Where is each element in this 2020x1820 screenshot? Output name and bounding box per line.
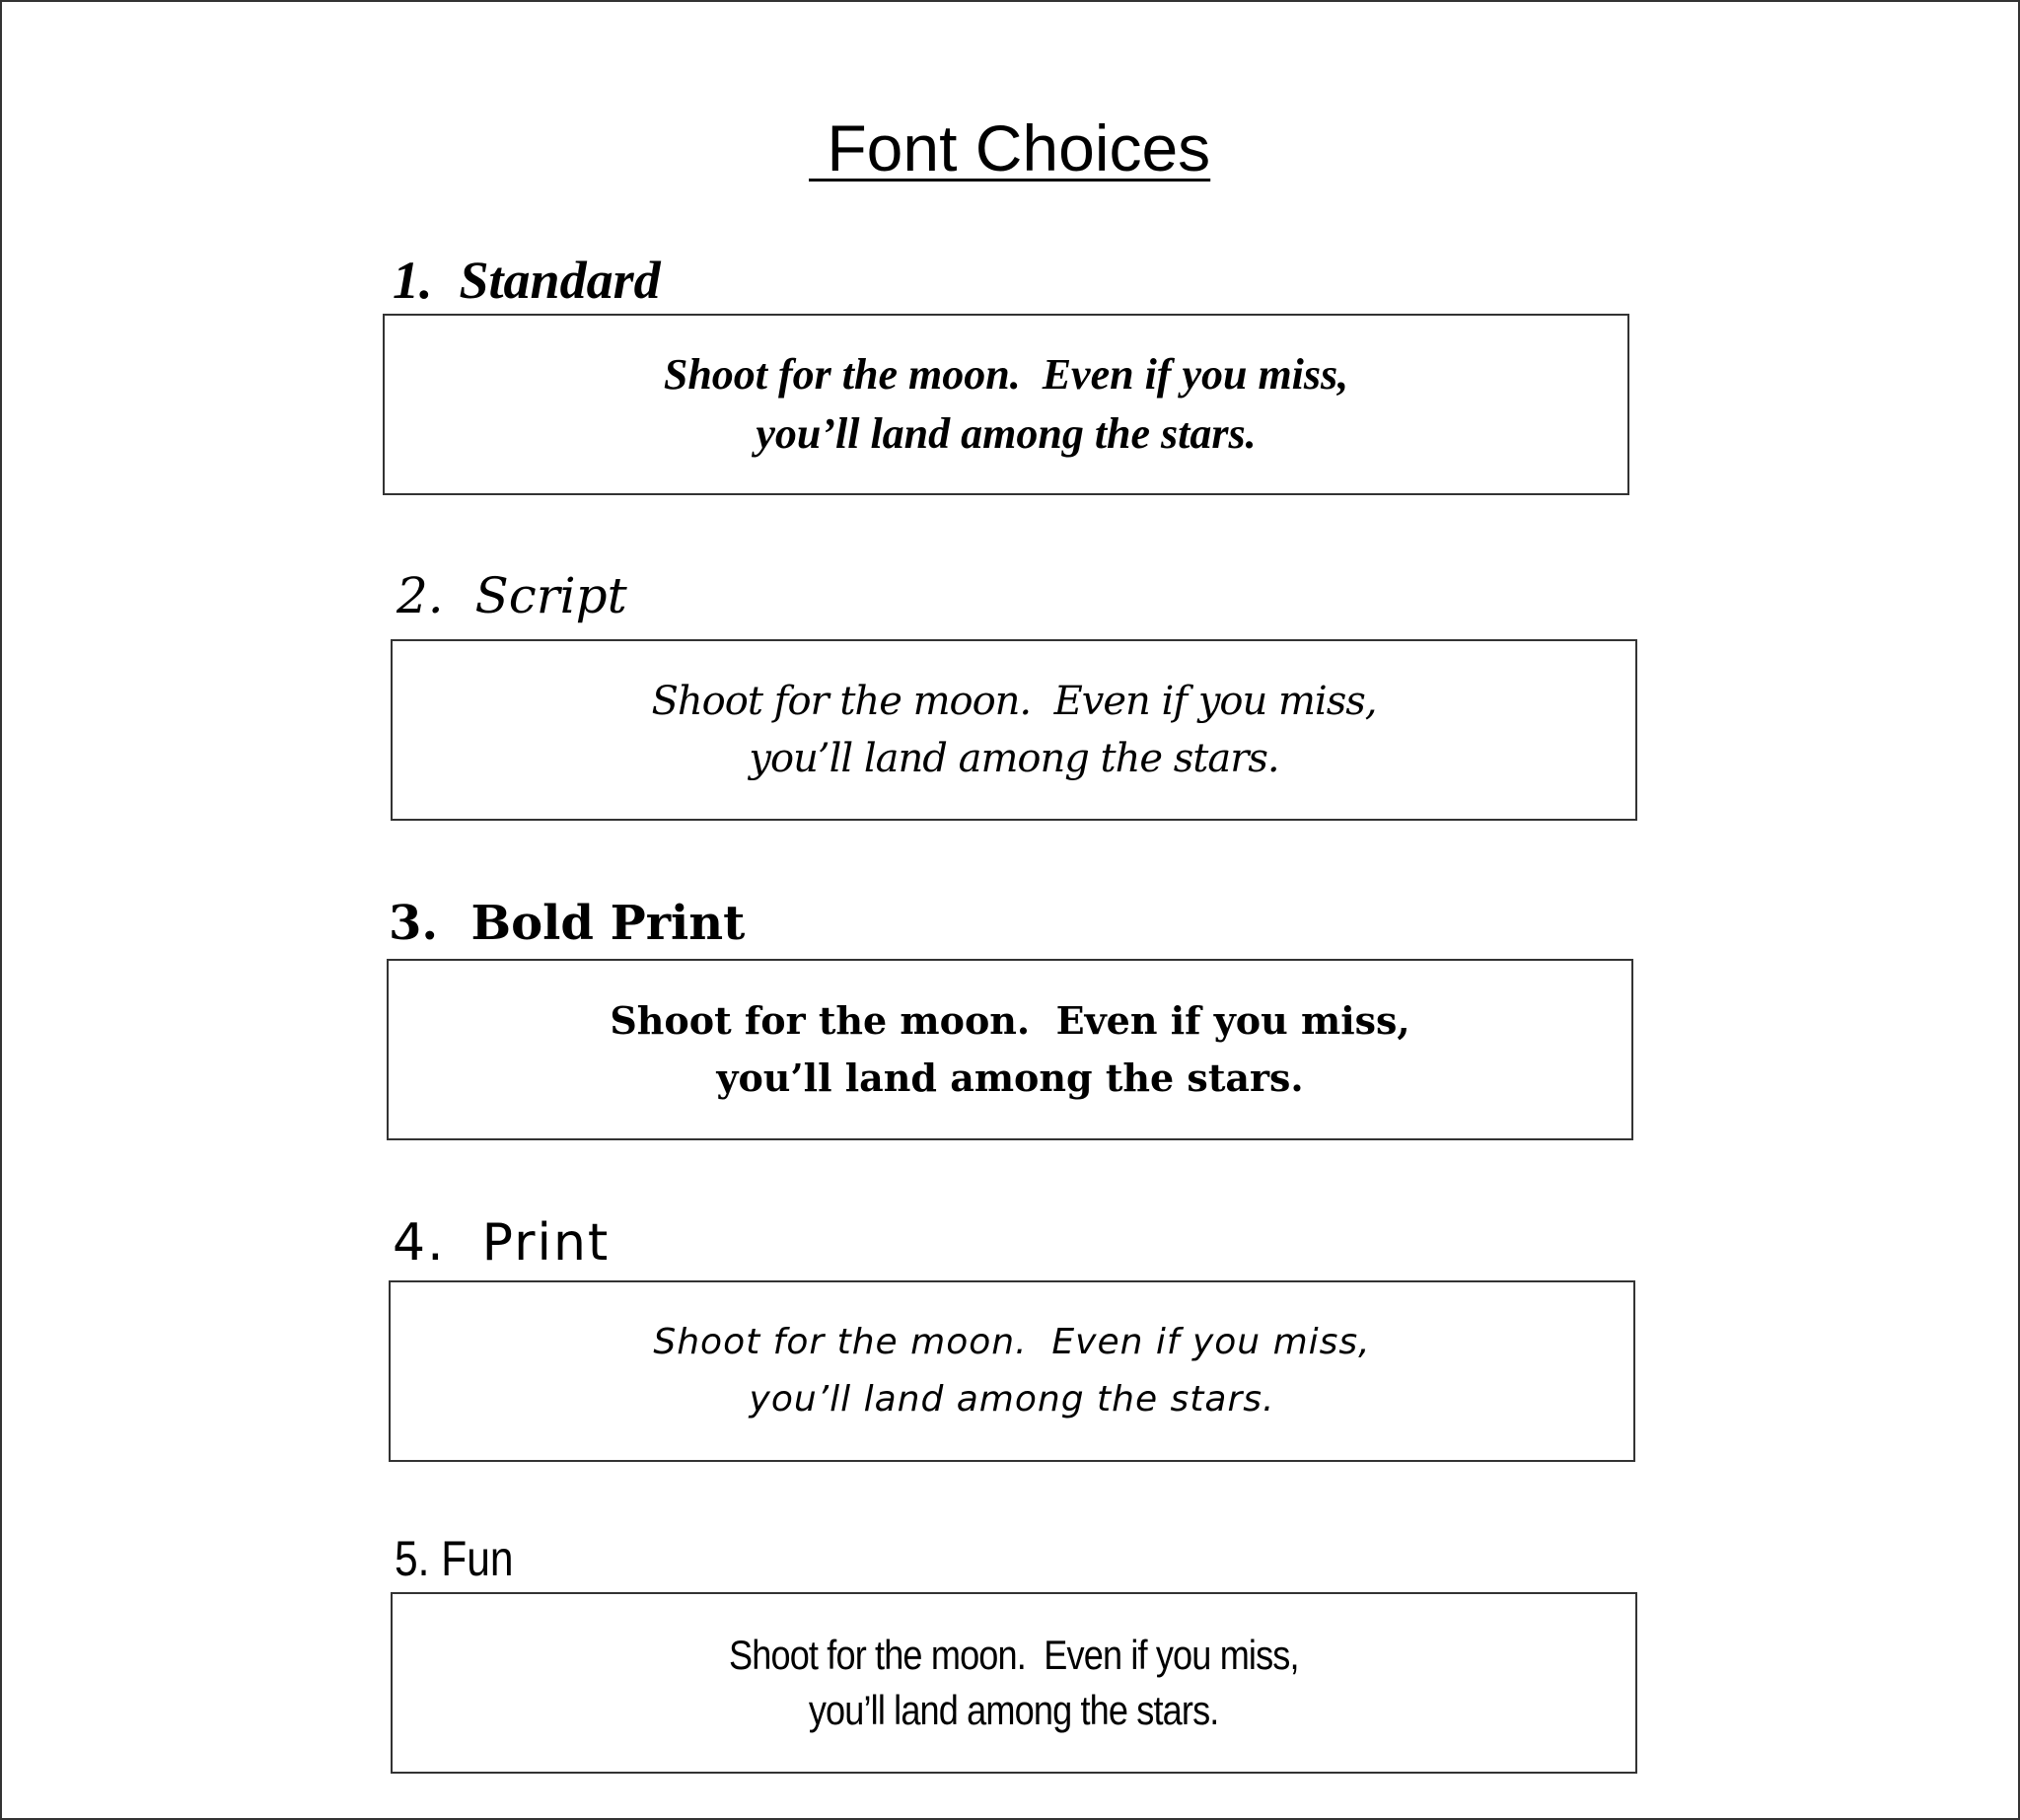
font-sample-box-fun [391, 1592, 1637, 1774]
section-heading-print: 4. Print [393, 1213, 611, 1273]
page-title: Font Choices [809, 111, 1211, 184]
sample-line: you’ll land among the stars. [749, 1379, 1275, 1420]
section-heading-standard: 1. Standard [393, 251, 661, 310]
sample-line: you’ll land among the stars. [749, 736, 1279, 781]
font-sample-box-bold-print [387, 959, 1633, 1140]
section-heading-script: 2. Script [397, 567, 627, 624]
sample-line: Shoot for the moon. Even if you miss, [653, 1322, 1371, 1362]
sample-line: Shoot for the moon. Even if you miss, [610, 998, 1410, 1043]
sample-line: Shoot for the moon. Even if you miss, [651, 679, 1377, 724]
sample-line: Shoot for the moon. Even if you miss, [729, 1632, 1299, 1678]
font-sample-box-standard [383, 314, 1629, 495]
section-heading-bold-print: 3. Bold Print [389, 896, 746, 951]
font-sample-box-print [389, 1280, 1635, 1462]
section-heading-fun: 5. Fun [395, 1531, 514, 1586]
font-sample-box-script [391, 639, 1637, 821]
sample-line: Shoot for the moon. Even if you miss, [663, 350, 1349, 399]
sample-line: you’ll land among the stars. [716, 1056, 1304, 1100]
sample-line: you’ll land among the stars. [756, 409, 1257, 458]
sample-line: you’ll land among the stars. [809, 1687, 1219, 1733]
